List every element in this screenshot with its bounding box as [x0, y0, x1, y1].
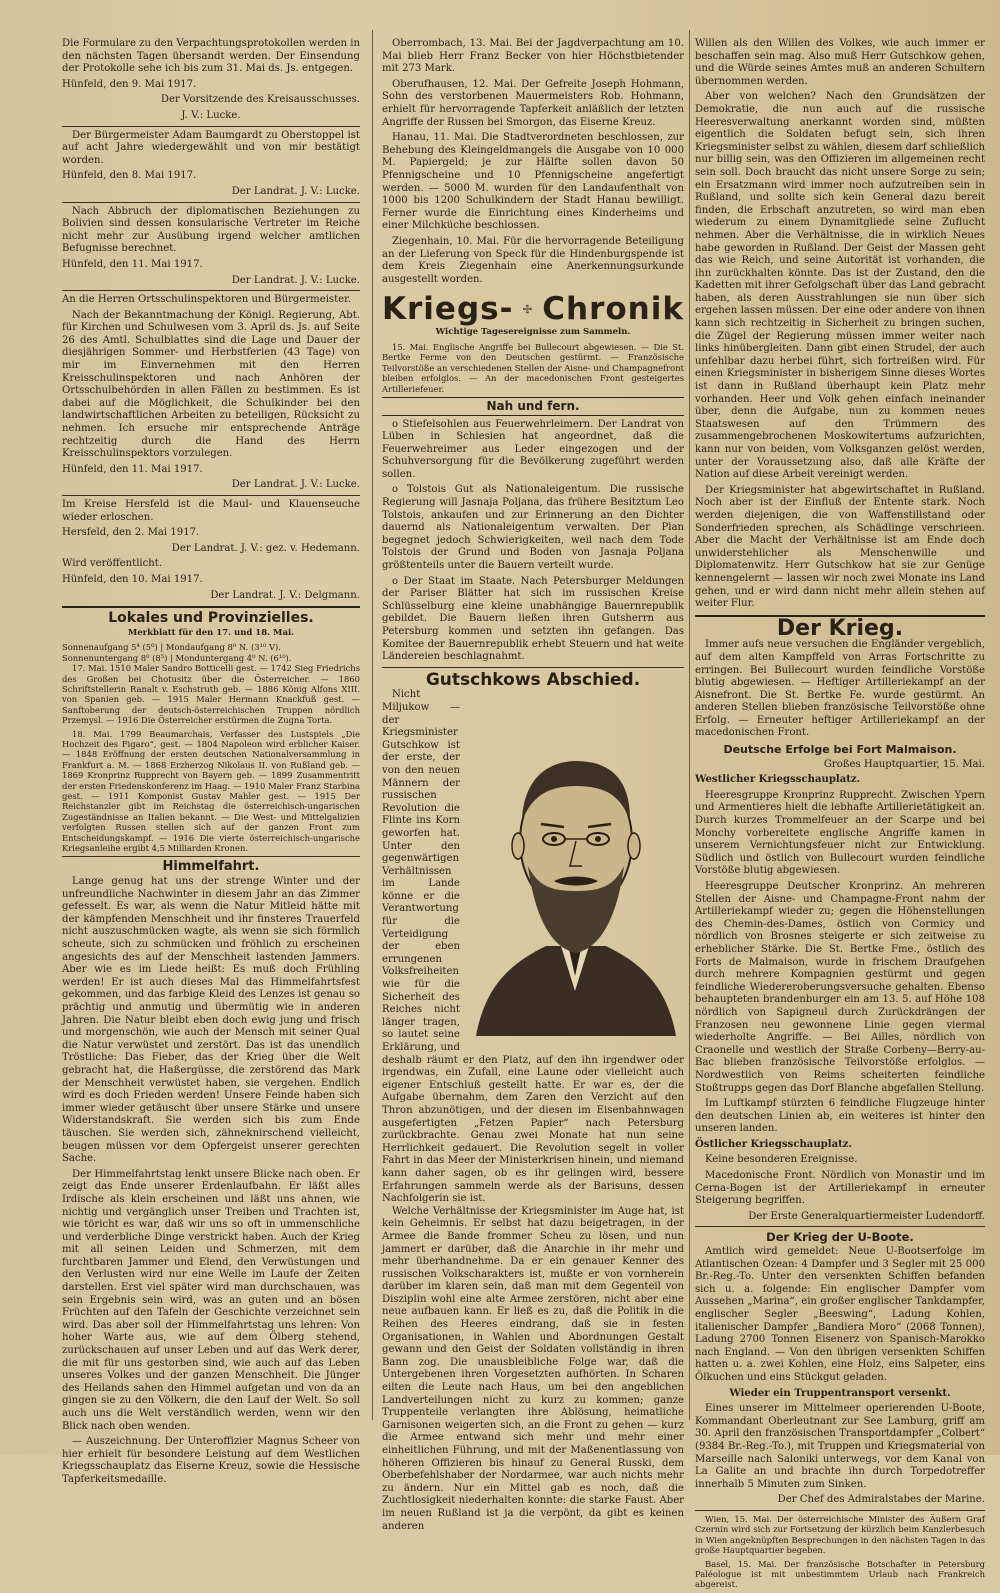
chronik-title-left: Kriegs-	[382, 290, 514, 327]
divider	[62, 606, 360, 608]
article-text: Der Kriegsminister hat abgewirtschaftet in Rußland. Noch aber ist der Einfluß der Entente stark. Noch werden diejenigen, die von Waffenstillstand oder Sonderfrieden sprechen, als Schädlinge verschrieen. Aber die Macht der Verhältnisse ist am Ende doch unwiderstehlicher als Menschenwille und Diplomatenwitz. Herr Gutschkow hat sie zur Genüge kennengelernt — lassen wir noch zwei Monate ins Land gehen, und er wird dann nicht mehr allein stehen auf weiter Flur.	[695, 484, 985, 610]
notice-heading: An die Herren Ortsschulinspektoren und Bürgermeister.	[62, 294, 352, 306]
notice-signature: Der Landrat. J. V.: Lucke.	[231, 479, 360, 491]
column-rule	[689, 30, 690, 1420]
article-text: Heeresgruppe Kronprinz Rupprecht. Zwischen Ypern und Armentieres hielt die lebhafte Artillerietätigkeit an. Durch kurzes Trommelfeuer an der Scarpe und bei Monchy vorbereitete englische Angriffe kamen in unserem Vernichtungsfeuer nicht zur Entwicklung. Südlich und östlich von Bullecourt wurden feindliche Vorstöße blutig abgewiesen.	[695, 789, 985, 877]
article-text: Amtlich wird gemeldet: Neue U-Bootserfolge im Atlantischen Ozean: 4 Dampfer und 3 Segler mit 25 000 Br.-Reg.-To. Unter den versenkten Schiffen befanden sich u. a. folgende: Ein englischer Dampfer vom Aussehen „Marina“, ein großer englischer Tankdampfer, englischer Segler „Beeswing“, Ladung Kohlen, italienischer Dampfer „Bandiera Moro“ (2068 Tonnen), Ladung 2700 Tonnen Eisenerz von Spanisch-Marokko nach England. — Von den übrigen versenkten Schiffen hatten u. a. zwei Kohlen, eine Holz, eins Salpeter, eins Ölkuchen und eins Stückgut geladen.	[695, 1246, 985, 1383]
notice-text: Die Formulare zu den Verpachtungsprotokollen werden in den nächsten Tagen übersandt werden. Der Einsendung der Protokolle sehe ich bis zum 31. Mai ds. Js. entgegen.	[62, 38, 360, 75]
article-text: Der Himmelfahrtstag lenkt unsere Blicke nach oben. Er zeigt das Ende unserer Erdenlaufbahn. Er läßt alles Irdische als klein erscheinen und läßt uns ahnen, wie nichtig und vergänglich unser Treiben und Trachten ist, wie töricht es war, daß wir uns so oft in ummenschliche und verderbliche Dinge verstrickt haben. Auch der Krieg mit all seinen Leiden und Schmerzen, mit dem furchtbaren Jammer und Elend, den Verwüstungen und den Verlusten wird nur eine Welle im Laufe der Zeiten darstellen. Erst viel später wird man durchschauen, was sein Ergebnis sein wird, was an guten und an bösen Früchten auf den Tafeln der Geschichte verzeichnet sein wird. Das aber soll der Himmelfahrtstag uns lehren: Von hoher Warte aus, wie auf dem Ölberg stehend, zurückschauen auf unser Leben und auf das Werk derer, die mit für uns gestorben sind, wie auch auf das Leben unseres Volkes und der ganzen Menschheit. Die Jünger des Heilands sahen den Himmel aufgetan und von da an gingen sie zu den Völkern, die den Lauf der Welt. So soll auch uns die Welt verständlich werden, wenn wir den Blick nach oben wenden.	[62, 1168, 360, 1432]
theater-heading: Westlicher Kriegsschauplatz.	[695, 774, 861, 786]
sun-row: Sonnenaufgang 5⁴ (5⁰) | Mondaufgang 8⁰ N. (3¹⁰ V).	[62, 642, 281, 653]
notice-signature: J. V.: Lucke.	[181, 109, 241, 121]
news-item: Wien, 15. Mai. Der österreichische Minister des Äußern Graf Czernin wird sich zur Fortsetzung der kürzlich beim Kanzlerbesuch in Wien angeknüpften Besprechungen in den nächsten Tagen in das große Hauptquartier begeben.	[695, 1513, 985, 1556]
divider	[62, 290, 360, 291]
chronicle-text: 18. Mai. 1799 Beaumarchais, Verfasser des Lustspiels „Die Hochzeit des Figaro“, gest. — 1804 Napoleon wird erblicher Kaiser. — 1848 Eröffnung der ersten deutschen Nationalversammlung in Frankfurt a. M. — 1868 Erzherzog Nikolaus II. von Rußland geb. — 1869 Kronprinz Rupprecht von Bayern geb. — 1899 Zusammentritt der ersten Friedenskonferenz im Haag. — 1910 Maler Franz Starbina gest. — 1911 Komponist Gustav Mahler gest. — 1915 Der Reichstanzler gibt im Reichstag die österreichisch-ungarischen Zugeständnisse an Italien bekannt. — Die West- und Mittelgalizien verfolgten Russen stellen sich auf der ganzen Front zum Entscheidungskampf. — 1916 Die vierte österreichisch-ungarische Kriegsanleihe ergibt 4,5 Milliarden Kronen.	[62, 728, 360, 854]
notice-text: Der Bürgermeister Adam Baumgardt zu Oberstoppel ist auf acht Jahre wiedergewählt und von mir bestätigt worden.	[62, 129, 360, 166]
notice-place: Hünfeld, den 8. Mai 1917.	[62, 170, 197, 182]
column-left	[62, 38, 360, 1490]
divider	[695, 1226, 985, 1227]
section-subtitle: Merkblatt für den 17. und 18. Mai.	[127, 627, 295, 638]
signature: Der Chef des Admiralstabes der Marine.	[777, 1494, 985, 1506]
news-item: Hanau, 11. Mai. Die Stadtverordneten beschlossen, zur Behebung des Kleingeldmangels die Ausgabe von 10 000 M. Papiergeld; je zur Hälfte sollen davon 50 Pfennigscheine und 10 Pfennigscheine angefertigt werden. — 5000 M. wurden für den Landaufenthalt von 1000 bis 1200 Schulkindern der Stadt Hanau bewilligt. Ferner wurde die Einrichtung eines Kinderheims und einer Milchküche beschlossen.	[382, 132, 684, 232]
kriegs-chronik-title	[382, 290, 684, 327]
article-text: Eines unserer im Mittelmeer operierenden U-Boote, Kommandant Oberleutnant zur See Lamburg, griff am 30. April den französischen Transportdampfer „Colbert“ (9384 Br.-Reg.-To.), mit Truppen und Kriegsmaterial von Marseille nach Saloniki unterwegs, vor dem Kanal von La Galite an und brachte ihn durch Torpedotreffer innerhalb 5 Minuten zum Sinken.	[695, 1403, 985, 1490]
sun-row: Sonnenuntergang 8⁰ (8⁵) | Monduntergang 4⁰ N. (6¹⁰).	[62, 652, 292, 663]
article-heading: Wieder ein Truppentransport versenkt.	[729, 1387, 951, 1399]
notice-place: Hünfeld, den 11. Mai 1917.	[62, 463, 203, 475]
divider	[62, 495, 360, 496]
section-title: Der Krieg.	[776, 615, 904, 641]
theater-heading: Östlicher Kriegsschauplatz.	[695, 1138, 853, 1150]
divider	[62, 856, 360, 857]
article-title: Himmelfahrt.	[162, 859, 260, 875]
article-text: Heeresgruppe Deutscher Kronprinz. An mehreren Stellen der Aisne- und Champagne-Front nahm der Artilleriekampf wieder zu; gegen die Höhenstellungen des Chemin-des-Dames, östlich von Cormicy und nördlich von Brosnes steigerte er sich zeitweise zu erheblicher Stärke. Die St. Bertke Fme., östlich des Forts de Malmaison, wurde in frischem Draufgehen durch mehrere Kompagnien gestürmt und gegen feindliche Wiedereroberungsversuche gehalten. Ebenso behaupteten brandenburger ein am 13. 5. auf Höhe 108 nördlich von Sapigneul durch Zurückdrängen der Franzosen neu gewonnene Linie gegen viermal wiederholte Angriffe. — Bei Ailles, nördlich von Craonelle und westlich der Straße Corbeny—Berry-au-Bac blieben französische Teilvorstöße erfolglos. — Nordwestlich von Reims scheiterten feindliche Stoßtrupps gegen das Dorf Blanche abgefallen Stellung.	[695, 881, 985, 1094]
notice-place: Hünfeld, den 9. Mai 1917.	[62, 78, 197, 90]
chronik-title-right: Chronik	[542, 290, 684, 327]
news-item: Ziegenhain, 10. Mai. Für die hervorragende Beteiligung an der Lieferung von Speck für die Hindenburgspende ist dem Kreis Ziegenhain eine Anerkennungsurkunde ausgestellt worden.	[382, 235, 684, 285]
article-heading: Deutsche Erfolge bei Fort Malmaison.	[723, 743, 957, 757]
gutschkow-portrait	[466, 691, 684, 1041]
news-item: Oberufhausen, 12. Mai. Der Gefreite Joseph Hohmann, Sohn des verstorbenen Mauermeisters Rob. Hohmann, erhielt für hervorragende Tapferkeit anläßlich der letzten Angriffe der Russen bei Smorgon, das Eiserne Kreuz.	[382, 78, 684, 128]
notice-signature: Der Landrat. J. V.: Lucke.	[231, 274, 360, 286]
notice-text: Nach Abbruch der diplomatischen Beziehungen zu Bolivien sind dessen konsularische Vertreter im Reiche nicht mehr zur Ausübung irgend welcher amtlichen Befugnisse berechnet.	[62, 205, 360, 255]
news-item: Oberrombach, 13. Mai. Bei der Jagdverpachtung am 10. Mai blieb Herr Franz Becker von hier Höchstbietender mit 273 Mark.	[382, 38, 684, 75]
news-item: o Stiefelsohlen aus Feuerwehrleimern. Der Landrat von Lüben in Schlesien hat angeordnet, daß die Feuerwehreimer aus Leder eingezogen und der Schuhversorgung für die Bevölkerung zugeführt werden sollen.	[382, 418, 684, 480]
notice-signature: Der Landrat. J. V.: gez. v. Hedemann.	[171, 542, 360, 554]
divider	[695, 1510, 985, 1511]
article-text: Immer aufs neue versuchen die Engländer vergeblich, auf dem alten Kampffeld von Arras Fortschritte zu erringen. Bei Bullecourt wurden feindliche Vorstöße blutig abgewiesen. — Heftiger Artilleriekampf an der Aisnefront. Die St. Bertke Fe. wurde gestürmt. An anderen Stellen blieben französische Teilvorstöße ohne Erfolg. — Erneuter heftiger Artilleriekampf an der macedonischen Front.	[695, 639, 985, 739]
article-text: Lange genug hat uns der strenge Winter und der unfreundliche Nachwinter in diesem Jahr an das Zimmer gefesselt. Es war, als wenn die Natur Mitleid hätte mit der kämpfenden Menschheit und ihr finsteres Trauerfeld nicht auszuschmücken wagte, als wenn sie sich förmlich scheute, sich zu schmücken und fröhlich zu erscheinen angesichts des auf der Menschheit lastenden Jammers. Aber wie es im Liede heißt: Es muß doch Frühling werden! Er ist auch dieses Mal das Himmelfahrtsfest gekommen, und das farbige Kleid des Lenzes ist genau so prächtig und anmutig und übermütig wie in anderen Jahren. Die Natur bleibt eben doch ewig jung und frisch und morgenschön, wie auch der Mensch mit seiner Qual die Natur verwüstet und zerstört. Das ist das unendlich Tröstliche: Das Fieber, das der Krieg über die Welt gebracht hat, die Haßergüsse, die zerstörend das Mark der Menschheit verwüstet haben, sie vergehen. Endlich wird es doch Frieden werden! Unsere Feinde haben sich immer wieder getäuscht über unsere Stärke und unsere Widerstandskraft. Sie werden sich bis zum Ende täuschen. Sie werden sich, zähneknirschend vielleicht, beugen müssen vor dem Opfergeist unserer gerechten Sache.	[62, 876, 360, 1165]
article-body	[382, 689, 684, 1205]
divider	[62, 202, 360, 203]
notice-text: Im Kreise Hersfeld ist die Maul- und Klauenseuche wieder erloschen.	[62, 499, 360, 523]
article-text: Aber von welchen? Nach den Grundsätzen der Demokratie, die nun auch auf die russische Heeresverwaltung anerkannt worden sind, müßten eigentlich die Soldaten befugt sein, sich ihren Kriegsminister selbst zu wählen, diesem darf schließlich nur billig sein, was den Offizieren im allgemeinen recht sein soll. Doch braucht das nicht unsere Sorge zu sein; ein Ersatzmann wird immer noch aufzutreiben sein in Rußland, und sollte sich kein General dazu bereit finden, die Erbschaft anzutreten, so wird man eben wiederum zu einem Dynamitgliede seine Zuflucht nehmen. Aber die Verhältnisse, die in wirklich Neues habe geworden in Rußland. Der Geist der Massen geht das wie Reich, und seine Autorität ist vorhanden, die ihn zurückhalten könnte. Das ist der Zustand, den die Kadetten mit ihrer Gefolgschaft über das Land gebracht haben, als deren Ausstrahlungen sie nun über sich ergehen lassen müssen. Der eine oder andere von ihnen kann sich rechtzeitig in Sicherheit zu bringen suchen, die Zügel der Regierung müssen immer weiter nach links hinübergleiten. Dann gibt einen Strudel, der auch unfehlbar dazu herbei führt, sich fortreißen wird. Für einen Kriegsminister in bisherigem Sinne dieses Wortes ist dann in Rußland überhaupt kein Platz mehr vorhanden. Heer und Volk gehen einfach ineinander über, denn die Aufgabe, nun zu kommen neues Staatswesen auf den Trümmern des zusammengebrochenen Moskowitertums aufzurichten, kann nur von beiden, vom Volksganzen gelöst werden, unter der Voraussetzung also, daß alle Kräfte der Nation auf diese Arbeit vereinigt werden.	[695, 91, 985, 481]
notice-signature: Der Landrat. J. V.: Lucke.	[231, 185, 360, 197]
column-rule	[372, 30, 373, 1420]
article-heading: Der Krieg der U-Boote.	[766, 1230, 914, 1245]
sun-table	[62, 642, 360, 663]
notice-place: Hünfeld, den 10. Mai 1917.	[62, 573, 203, 585]
portrait-image	[466, 691, 684, 1041]
iron-cross-icon	[523, 294, 532, 324]
article-title: Gutschkows Abschied.	[425, 669, 641, 690]
article-text: — Auszeichnung. Der Unteroffizier Magnus Scheer von hier erhielt für besondere Leistung auf dem Westlichen Kriegsschauplatz das Eiserne Kreuz, sowie die Hessische Tapferkeitsmedaille.	[62, 1436, 360, 1485]
news-item: o Der Staat im Staate. Nach Petersburger Meldungen der Pariser Blätter hat sich im russischen Kreise Schlüsselburg eine kleine unabhängige Bauernrepublik gebildet. Die Bauern ließen ihren Gutsherrn aus Petersburg kommen und setzten ihn gefangen. Das Komitee der Bauernrepublik erhebt Steuern und hat weite Ländereien beschlagnahmt.	[382, 575, 684, 663]
notice-signature: Der Landrat. J. V.: Delgmann.	[210, 589, 360, 601]
article-text: Willen als den Willen des Volkes, wie auch immer er beschaffen sein mag. Also muß Herr Gutschkow gehen, und die Würde seines Amtes muß an anderen Schultern übernommen werden.	[695, 38, 985, 87]
article-text: Welche Verhältnisse der Kriegsminister im Auge hat, ist kein Geheimnis. Er selbst hat dazu beigetragen, in der Armee die Bande frommer Scheu zu lösen, und nun jammert er darüber, daß die Anarchie in ihr mehr und mehr überhandnehme. Da er ein genauer Kenner des russischen Volkscharakters ist, mußte er von vornherein darüber im klaren sein, daß man mit dem Gegenteil von Disziplin wohl eine alte Armee zerstören, nicht aber eine neue aufbauen kann. Er ließ es zu, daß die Politik in die Reihen des Heeres eindrang, daß sie in festen Organisationen, in Wahlen und Abordnungen Gestalt gewann und den Geist der Soldaten vollständig in ihren Bann zog. Die unausbleibliche Folge war, daß die Untergebenen ihren Vorgesetzten aufhörten. In Scharen eilten die Leute nach Haus, um bei den angeblichen Landverteilungen nicht zu kurz zu kommen; ganze Truppenteile verlangten ihre Ablösung, heimatliche Garnisonen weigerten sich, an die Front zu gehen — kurz die Armee entwand sich mehr und mehr einer einheitlichen Führung, und mit der Maßenentlassung von höheren Offizieren bis hinauf zu General Russki, dem Oberbefehlshaber der Nordarmee, war auch nichts mehr zu ändern. Nur ein Mittel gab es noch, daß die Zuchtlosigkeit niederhalten konnte: die starke Faust. Aber im neuen Rußland ist ja die verpönt, da gibt es keinen anderen	[382, 1205, 684, 1532]
section-title: Lokales und Provinzielles.	[108, 610, 314, 627]
column-right	[695, 38, 985, 1593]
chronicle-text: 17. Mai. 1510 Maler Sandro Botticelli gest. — 1742 Sieg Friedrichs des Großen bei Chotusitz über die Österreicher. — 1860 Schriftstellerin Ranalt v. Eschstruth geb. — 1886 König Alfons XIII. von Spanien geb. — 1915 Maler Hermann Knackfuß gest. — Sanftoberung der deutsch-österreichischen Truppen nördlich Przemysl. — 1916 Die Österreicher erstürmen die Zugna Torta.	[62, 663, 360, 726]
notice-signature: Der Vorsitzende des Kreisausschusses.	[160, 94, 360, 106]
notice-place: Hersfeld, den 2. Mai 1917.	[62, 527, 200, 539]
notice-text: Nach der Bekanntmachung der Königl. Regierung, Abt. für Kirchen und Schulwesen vom 3. April ds. Js. auf Seite 26 des Amtl. Schulblattes sind die Lage und Dauer der diesjährigen Sommer- und Herbstferien (43 Tage) von mir im Einvernehmen mit den Herren Kreisschulinspektoren und nach Anhören der Ortsschulbehörden in allen Fällen zu bestimmen. Es ist dabei auf die Möglichkeit, die Schulkinder bei den landwirtschaftlichen Arbeiten zu beteiligen, Rücksicht zu nehmen. Ich ersuche mir entsprechende Anträge rechtzeitig durch die Hand des Herrn Kreisschulinspektors vorzulegen.	[62, 309, 360, 460]
divider	[382, 667, 684, 668]
column-middle	[382, 38, 684, 1536]
chronik-subtitle: Wichtige Tagesereignisse zum Sammeln.	[435, 327, 631, 338]
notice-place: Hünfeld, den 11. Mai 1917.	[62, 258, 203, 270]
notice-text: Wird veröffentlicht.	[62, 558, 163, 570]
news-item: Basel, 15. Mai. Der französische Botschafter in Petersburg Paléologue ist mit unbestimmtem Urlaub nach Frankreich abgereist.	[695, 1558, 985, 1590]
news-item: o Tolstois Gut als Nationaleigentum. Die russische Regierung will Jasnaja Poljana, das frühere Besitztum Leo Tolstois, ankaufen und zur Erinnerung an den Dichter dauernd als Nationaleigentum verwalten. Der Plan begegnet jedoch Schwierigkeiten, weil nach dem Tode Tolstois der Grund und Boden von Jasnaja Poljana größtenteils unter die Bauern verteilt wurde.	[382, 484, 684, 572]
article-text: Nicht Miljukow — der Kriegsminister Gutschkow ist der erste, der von den neuen Männern der russischen Revolution die Flinte ins Korn geworfen hat. Unter den gegenwärtigen Verhältnissen im Lande könne er die Verantwortung für die Verteidigung der eben errungenen Volksfreiheiten wie für die Sicherheit des Reiches nicht länger tragen, so lautet seine Erklärung, und deshalb räumt er den Platz, auf den ihn irgendwer oder irgendwas, ein Zufall, eine Laune oder vielleicht auch eigener Entschluß gestellt hatte. Er war es, der die Aufgabe übernahm, dem Zaren den Verzicht auf den Thron abzunötigen, und der diesen im Eisenbahnwagen ausgefertigten „Fetzen Papier“ nach Petersburg zurückbrachte. Genau zwei Monate hat nun seine Herrlichkeit gedauert. Die Revolution segelt in voller Fahrt in das Meer der Ministerkrisen hinein, und niemand kann daher sagen, ob es ihr gelingen wird, bessere Erfahrungen sammeln werde als der Barisuns, dessen Nachfolgerin sie ist.	[382, 689, 684, 1205]
divider	[62, 126, 360, 127]
article-text: Macedonische Front. Nördlich von Monastir und im Cerna-Bogen ist der Artilleriekampf in erneuter Steigerung begriffen.	[695, 1170, 985, 1207]
article-text: Keine besonderen Ereignisse.	[705, 1154, 858, 1166]
chronik-text: 15. Mai. Englische Angriffe bei Bullecourt abgewiesen. — Die St. Bertke Ferme von den Deutschen gestürmt. — Französische Teilvorstöße an verschiedenen Stellen der Aisne- und Champagnefront bleiben erfolglos. — An der macedonischen Front gesteigertes Artilleriefeuer.	[382, 341, 684, 394]
headquarters-line: Großes Hauptquartier, 15. Mai.	[823, 758, 985, 770]
section-title: Nah und fern.	[382, 397, 684, 416]
article-text: Im Luftkampf stürzten 6 feindliche Flugzeuge hinter den deutschen Linien ab, ein weiteres ist hinter den unseren landen.	[695, 1098, 985, 1135]
signature: Der Erste Generalquartiermeister Ludendorff.	[748, 1210, 985, 1222]
